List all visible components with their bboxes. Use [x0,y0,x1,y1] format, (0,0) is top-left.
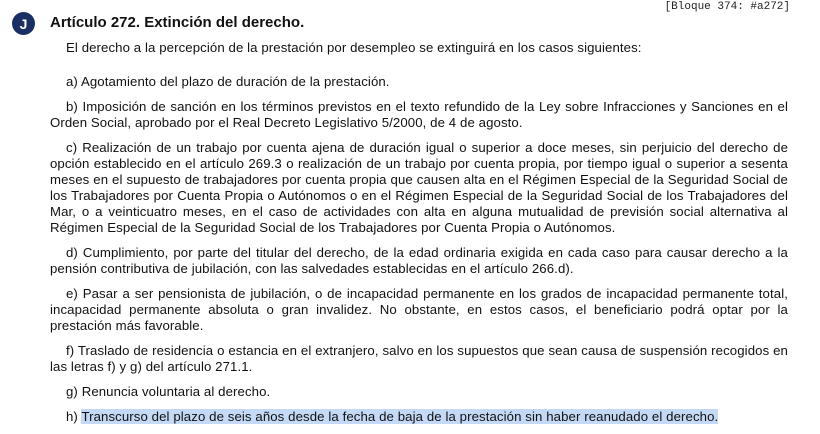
article-intro: El derecho a la percepción de la prestación por desempleo se extinguirá en los casos siguientes: [66,40,642,55]
block-reference: [Bloque 374: #a272] [664,1,790,13]
article-item-h [50,409,788,425]
article-item-e: e) Pasar a ser pensionista de jubilación, o de incapacidad permanente en los grados de incapacidad permanente total, incapacidad permanente absoluta o gran invalidez. No obstante, en estos casos, el beneficiario podrá optar por la prestación más favorable. [50,286,788,333]
article-item-h-prefix: h) [66,409,82,424]
section-badge-icon: J [12,12,35,35]
article-item-f: f) Traslado de residencia o estancia en el extranjero, salvo en los supuestos que sean causa de suspensión recogidos en las letras f) y g) del artículo 271.1. [50,343,788,374]
selected-text[interactable]: Transcurso del plazo de seis años desde la fecha de baja de la prestación sin haber reanudado el derecho. [81,409,719,424]
article-item-g: g) Renuncia voluntaria al derecho. [66,384,271,399]
article-title: Artículo 272. Extinción del derecho. [50,14,305,31]
article-item-c: c) Realización de un trabajo por cuenta ajena de duración igual o superior a doce meses, sin perjuicio del derecho de opción establecido en el artículo 269.3 o realización de un trabajo por cuenta propia, por tiempo igual o superior a sesenta meses en el supuesto de trabajadores por cuenta propia que causen alta en el Régimen Especial de la Seguridad Social de los Trabajadores por Cuenta Propia o Autónomos o en el Régimen Especial de la Seguridad Social de los Trabajadores del Mar, o a veinticuatro meses, en el caso de actividades con alta en alguna mutualidad de previsión social alternativa al Régimen Especial de la Seguridad Social de los Trabajadores por Cuenta Propia o Autónomos. [50,140,788,235]
article-item-b: b) Imposición de sanción en los términos previstos en el texto refundido de la Ley sobre Infracciones y Sanciones en el Orden Social, aprobado por el Real Decreto Legislativo 5/2000, de 4 de agosto. [50,99,788,130]
article-item-d: d) Cumplimiento, por parte del titular del derecho, de la edad ordinaria exigida en cada caso para causar derecho a la pensión contributiva de jubilación, con las salvedades establecidas en el artículo 266.d). [50,245,788,276]
article-body [50,40,788,434]
article-item-a: a) Agotamiento del plazo de duración de la prestación. [66,74,390,89]
